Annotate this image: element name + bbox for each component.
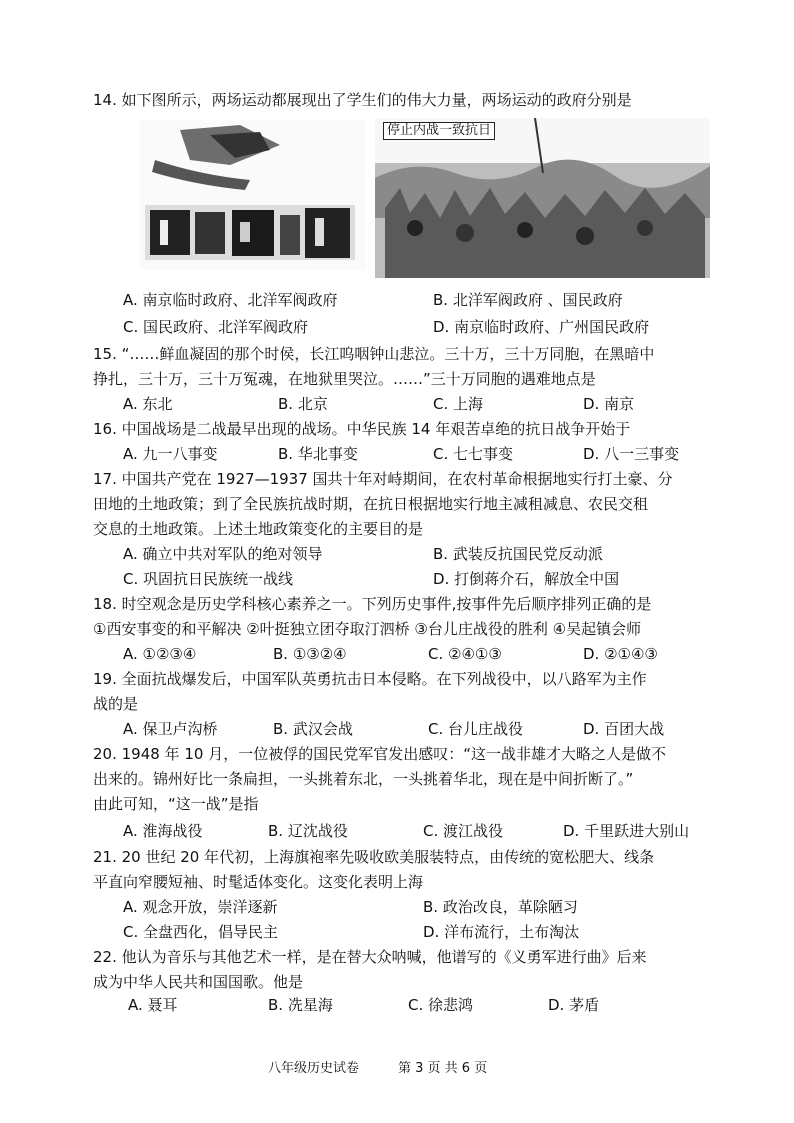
footer-page-number: 第 3 页 共 6 页 <box>398 1061 488 1076</box>
question-22-option-c[interactable]: C. 徐悲鸿 <box>408 996 474 1014</box>
question-20-option-b[interactable]: B. 辽沈战役 <box>268 822 348 840</box>
question-16-option-d[interactable]: D. 八一三事变 <box>583 445 680 463</box>
question-19-option-c[interactable]: C. 台儿庄战役 <box>428 720 524 738</box>
question-14-option-c[interactable]: C. 国民政府、北洋军阀政府 <box>123 318 309 336</box>
question-20-option-a[interactable]: A. 淮海战役 <box>123 822 203 840</box>
question-21-option-d[interactable]: D. 洋布流行，土布淘汰 <box>423 923 580 941</box>
question-18-line-2: ①西安事变的和平解决 ②叶挺独立团夺取汀泗桥 ③台儿庄战役的胜利 ④吴起镇会师 <box>93 620 642 638</box>
question-17-line-1: 17. 中国共产党在 1927—1937 国共十年对峙期间，在农村革命根据地实行打土豪、分 <box>93 470 673 488</box>
question-18-option-b[interactable]: B. ①③②④ <box>273 645 347 663</box>
question-14-option-a[interactable]: A. 南京临时政府、北洋军阀政府 <box>123 291 338 309</box>
question-15-line-1: 15. “……鲜血凝固的那个时侯，长江呜咽钟山悲泣。三十万，三十万同胞，在黑暗中 <box>93 345 655 363</box>
question-22-option-b[interactable]: B. 冼星海 <box>268 996 333 1014</box>
question-18-option-c[interactable]: C. ②④①③ <box>428 645 502 663</box>
student-movement-photo-left <box>140 120 365 270</box>
student-movement-photo-right <box>375 118 710 278</box>
question-21-option-c[interactable]: C. 全盘西化，倡导民主 <box>123 923 279 941</box>
question-20-line-1: 20. 1948 年 10 月，一位被俘的国民党军官发出感叹：“这一战非雄才大略之人是做不 <box>93 745 666 763</box>
question-22-option-d[interactable]: D. 茅盾 <box>548 996 600 1014</box>
question-14-option-d[interactable]: D. 南京临时政府、广州国民政府 <box>433 318 650 336</box>
question-16-line-1: 16. 中国战场是二战最早出现的战场。中华民族 14 年艰苦卓绝的抗日战争开始于 <box>93 420 631 438</box>
question-14-line-1: 14. 如下图所示，两场运动都展现出了学生们的伟大力量，两场运动的政府分别是 <box>93 91 632 109</box>
question-22-line-1: 22. 他认为音乐与其他艺术一样，是在替大众呐喊，他谱写的《义勇军进行曲》后来 <box>93 948 647 966</box>
question-17-option-b[interactable]: B. 武装反抗国民党反动派 <box>433 545 603 563</box>
question-14-option-b[interactable]: B. 北洋军阀政府 、国民政府 <box>433 291 623 309</box>
question-15-line-2: 挣扎，三十万，三十万冤魂，在地狱里哭泣。……”三十万同胞的遇难地点是 <box>93 370 596 388</box>
question-21-option-b[interactable]: B. 政治改良，革除陋习 <box>423 898 578 916</box>
question-22-option-a[interactable]: A. 聂耳 <box>128 996 178 1014</box>
question-18-line-1: 18. 时空观念是历史学科核心素养之一。下列历史事件,按事件先后顺序排列正确的是 <box>93 595 652 613</box>
question-19-option-a[interactable]: A. 保卫卢沟桥 <box>123 720 218 738</box>
question-15-option-b[interactable]: B. 北京 <box>278 395 328 413</box>
question-17-option-d[interactable]: D. 打倒蒋介石，解放全中国 <box>433 570 620 588</box>
question-18-option-d[interactable]: D. ②①④③ <box>583 645 658 663</box>
question-21-line-1: 21. 20 世纪 20 年代初，上海旗袍率先吸收欧美服装特点，由传统的宽松肥大、线条 <box>93 848 655 866</box>
question-17-line-3: 交息的土地政策。上述土地政策变化的主要目的是 <box>93 520 424 538</box>
question-19-line-2: 战的是 <box>93 695 139 713</box>
question-20-option-c[interactable]: C. 渡江战役 <box>423 822 504 840</box>
question-20-line-3: 由此可知，“这一战”是指 <box>93 795 259 813</box>
question-15-option-d[interactable]: D. 南京 <box>583 395 635 413</box>
question-16-option-c[interactable]: C. 七七事变 <box>433 445 514 463</box>
question-15-option-a[interactable]: A. 东北 <box>123 395 173 413</box>
question-16-option-a[interactable]: A. 九一八事变 <box>123 445 218 463</box>
photo-caption: 停止内战一致抗日 <box>383 122 495 140</box>
question-21-option-a[interactable]: A. 观念开放，崇洋逐新 <box>123 898 278 916</box>
question-19-line-1: 19. 全面抗战爆发后，中国军队英勇抗击日本侵略。在下列战役中，以八路军为主作 <box>93 670 647 688</box>
question-22-line-2: 成为中华人民共和国国歌。他是 <box>93 973 304 991</box>
question-20-line-2: 出来的。锦州好比一条扁担，一头挑着东北，一头挑着华北，现在是中间折断了。” <box>93 770 634 788</box>
question-17-line-2: 田地的土地政策；到了全民族抗战时期，在抗日根据地实行地主减租减息、农民交租 <box>93 495 649 513</box>
question-17-option-a[interactable]: A. 确立中共对军队的绝对领导 <box>123 545 323 563</box>
question-18-option-a[interactable]: A. ①②③④ <box>123 645 197 663</box>
question-20-option-d[interactable]: D. 千里跃进大别山 <box>563 822 690 840</box>
footer-paper-title: 八年级历史试卷 <box>268 1061 360 1076</box>
question-19-option-b[interactable]: B. 武汉会战 <box>273 720 353 738</box>
question-17-option-c[interactable]: C. 巩固抗日民族统一战线 <box>123 570 294 588</box>
question-21-line-2: 平直向窄腰短袖、时髦适体变化。这变化表明上海 <box>93 873 424 891</box>
question-19-option-d[interactable]: D. 百团大战 <box>583 720 665 738</box>
question-15-option-c[interactable]: C. 上海 <box>433 395 484 413</box>
question-16-option-b[interactable]: B. 华北事变 <box>278 445 358 463</box>
